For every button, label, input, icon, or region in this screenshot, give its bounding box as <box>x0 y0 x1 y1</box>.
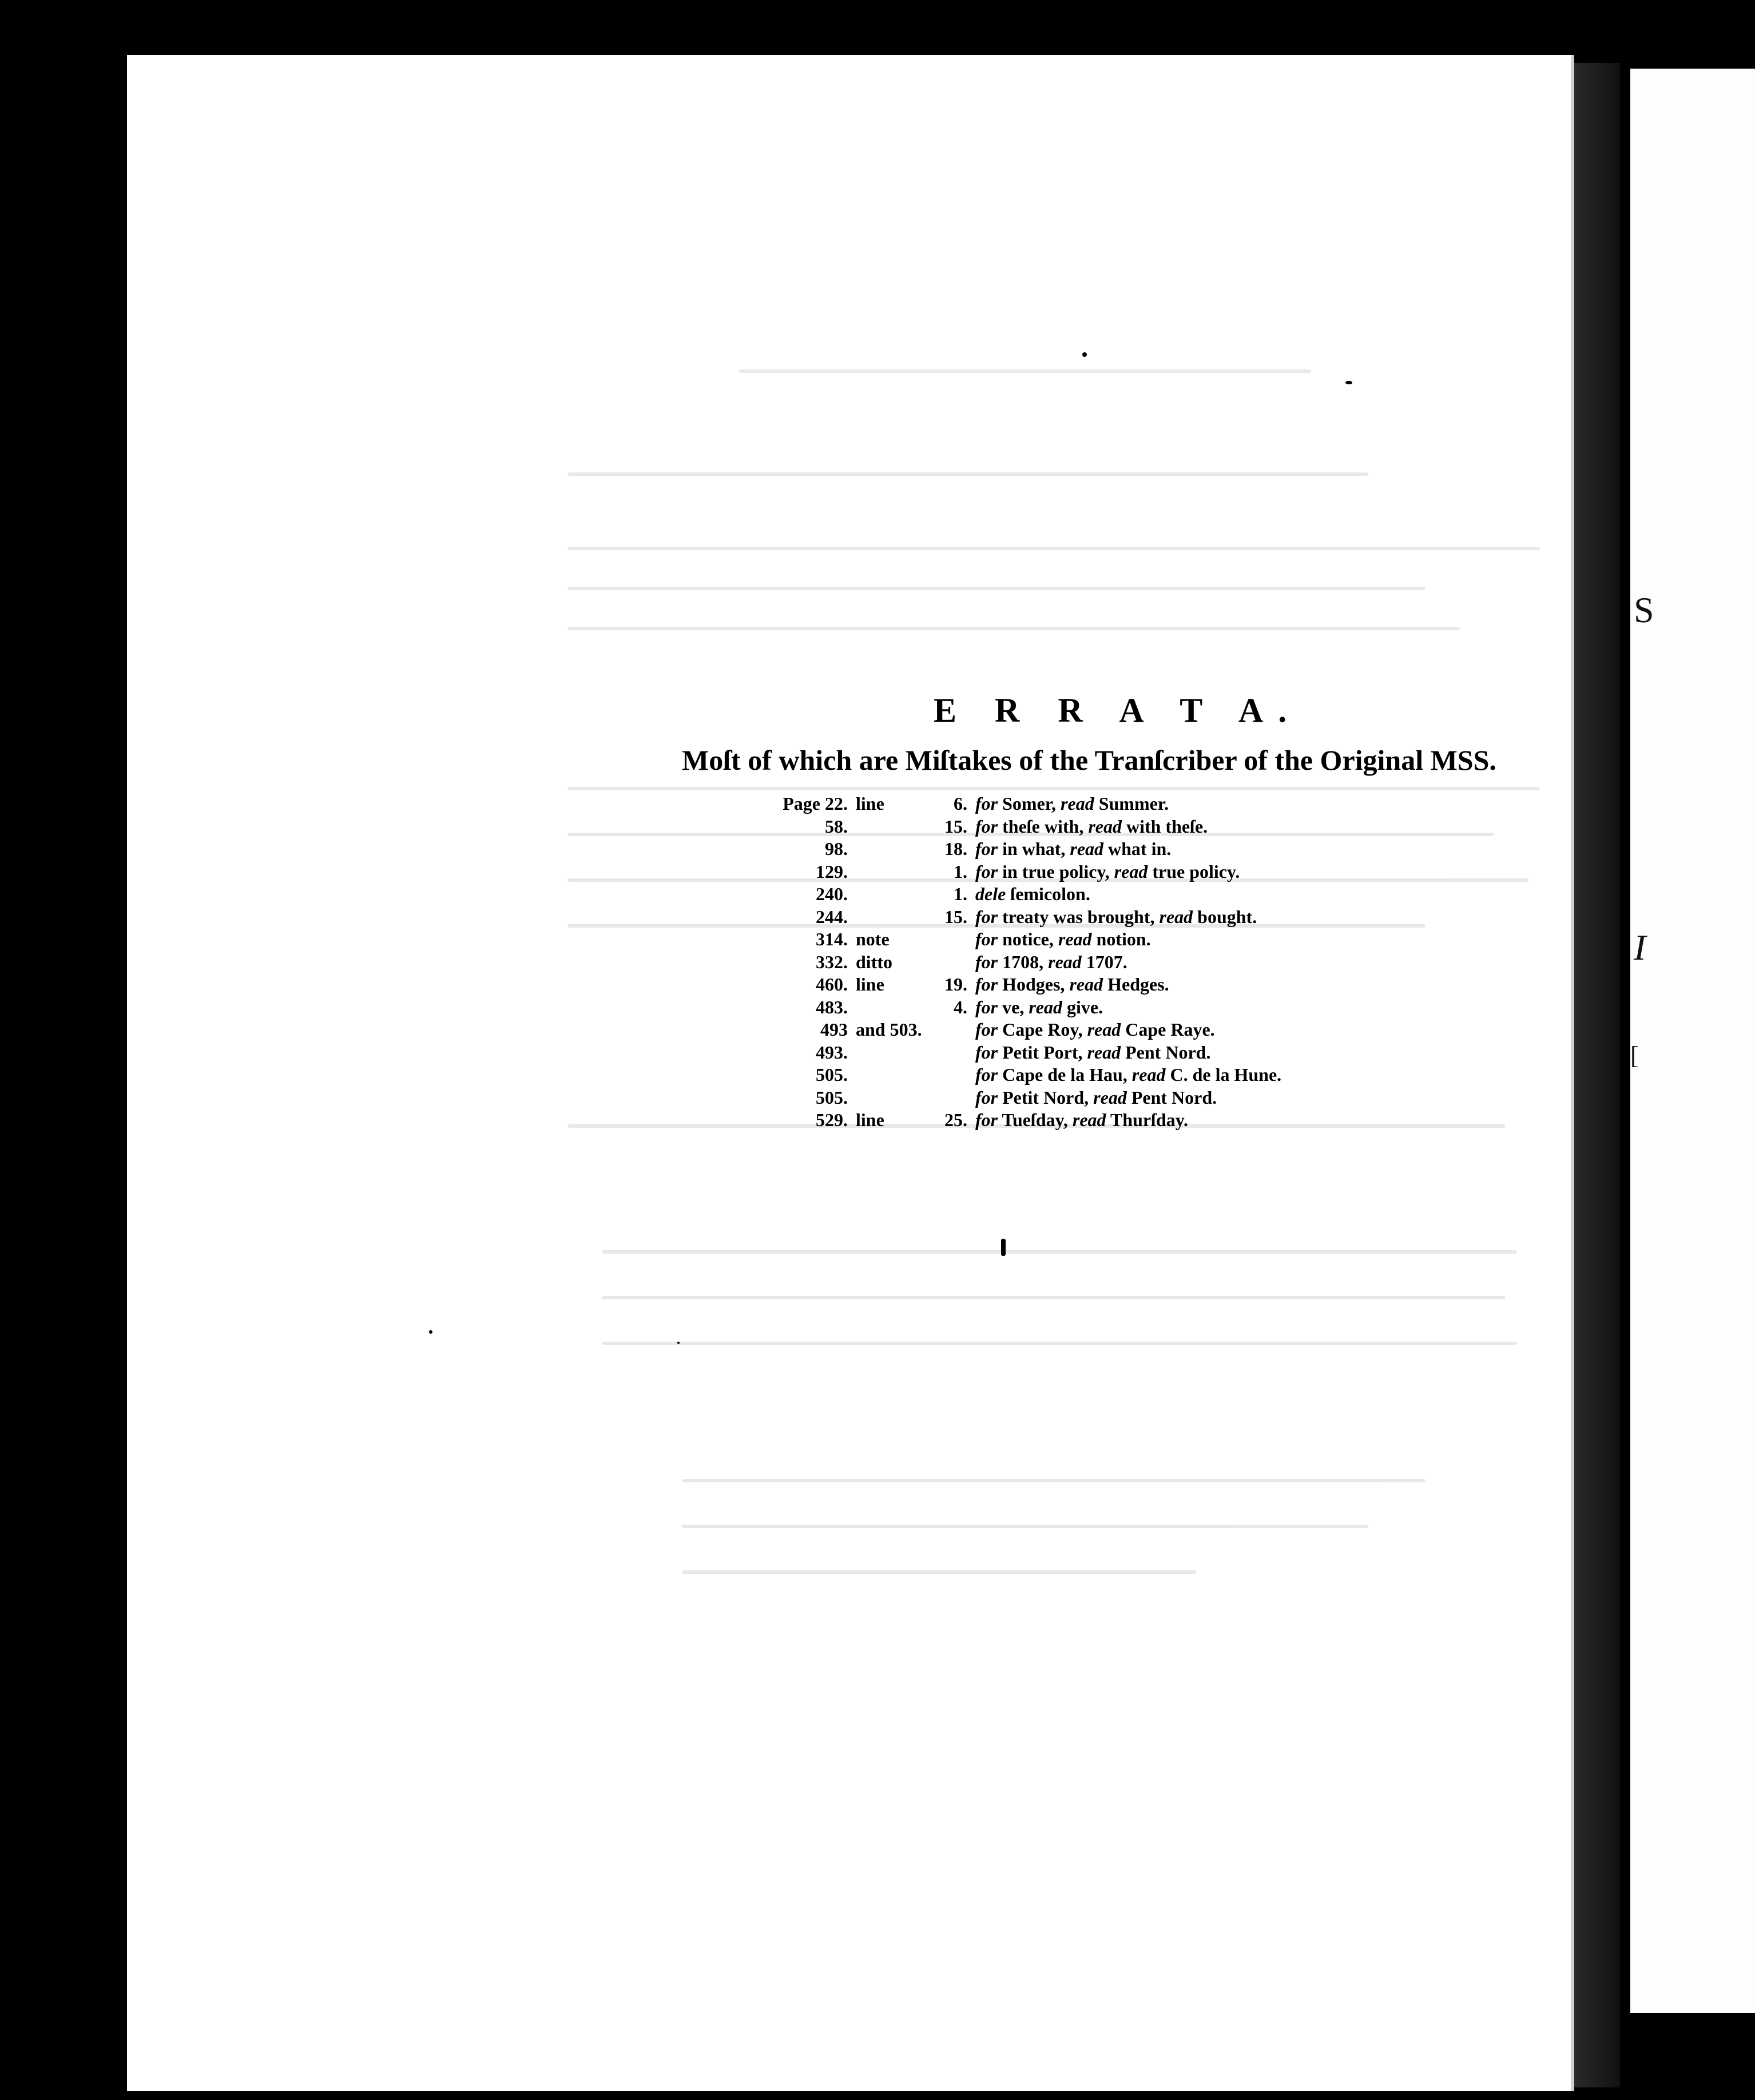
document-page <box>127 55 1574 2091</box>
correct-reading: bought. <box>1197 906 1257 927</box>
keyword-read: read <box>1114 861 1148 882</box>
errata-page: 98. <box>825 838 848 859</box>
wrong-reading: theſe with, <box>1002 816 1084 837</box>
errata-page: Page 22. <box>783 793 848 814</box>
keyword-read: read <box>1131 1064 1166 1085</box>
errata-line: 1. <box>954 884 967 904</box>
keyword-read: read <box>1093 1087 1127 1108</box>
keyword-for: for <box>975 1019 998 1040</box>
wrong-reading: 1708, <box>1002 951 1044 972</box>
errata-locator <box>856 1064 933 1087</box>
errata-line: 4. <box>954 996 967 1017</box>
errata-locator <box>856 996 933 1019</box>
keyword-read: read <box>1087 1019 1121 1040</box>
wrong-reading: ve, <box>1002 996 1025 1017</box>
wrong-reading: ſemicolon. <box>1010 884 1090 904</box>
keyword-for: for <box>975 1064 998 1085</box>
ink-speck <box>677 1342 680 1344</box>
errata-entry <box>756 838 1281 861</box>
errata-title: E R R A T A. <box>934 691 1302 729</box>
errata-line: 19. <box>944 974 967 995</box>
ink-speck <box>1345 381 1352 384</box>
errata-correction <box>975 1041 1281 1064</box>
keyword-read: read <box>1058 929 1092 949</box>
errata-correction <box>975 996 1281 1019</box>
keyword-for: for <box>975 1109 998 1130</box>
errata-locator <box>856 906 933 929</box>
correct-reading: with theſe. <box>1126 816 1208 837</box>
errata-page: 129. <box>816 861 848 882</box>
errata-line <box>933 1064 975 1087</box>
errata-page: 244. <box>816 906 848 927</box>
errata-locator: ditto <box>856 951 892 972</box>
errata-entry <box>756 1109 1281 1132</box>
keyword-for: for <box>975 929 998 949</box>
keyword-read: read <box>1029 996 1062 1017</box>
wrong-reading: treaty was brought, <box>1002 906 1155 927</box>
keyword-for: for <box>975 861 998 882</box>
errata-correction <box>975 883 1281 906</box>
errata-entry <box>756 996 1281 1019</box>
errata-page: 493 <box>820 1019 848 1040</box>
ink-speck <box>429 1330 432 1334</box>
errata-locator <box>856 1087 933 1109</box>
correct-reading: Summer. <box>1098 793 1169 814</box>
wrong-reading: in true policy, <box>1002 861 1110 882</box>
keyword-read: read <box>1072 1109 1106 1130</box>
facing-page-fragment: S <box>1634 590 1654 630</box>
errata-line <box>933 928 975 951</box>
errata-locator: line <box>856 974 884 995</box>
wrong-reading: Cape Roy, <box>1002 1019 1083 1040</box>
correct-reading: Pent Nord. <box>1131 1087 1217 1108</box>
keyword-for: dele <box>975 884 1006 904</box>
errata-correction <box>975 1064 1281 1087</box>
wrong-reading: in what, <box>1002 838 1066 859</box>
errata-entry <box>756 1087 1281 1109</box>
errata-page: 529. <box>816 1109 848 1130</box>
errata-entry <box>756 793 1281 816</box>
errata-entry <box>756 928 1281 951</box>
errata-page: 314. <box>816 929 848 949</box>
errata-page: 505. <box>816 1064 848 1085</box>
errata-entry <box>756 1064 1281 1087</box>
keyword-for: for <box>975 793 998 814</box>
ink-speck <box>1001 1239 1006 1256</box>
page-content <box>127 55 1574 2091</box>
errata-page: 240. <box>816 884 848 904</box>
facing-page-fragment: [ <box>1630 1041 1639 1069</box>
errata-locator: line <box>856 1109 884 1130</box>
errata-line <box>933 1087 975 1109</box>
errata-page: 483. <box>816 996 848 1017</box>
errata-line: 1. <box>954 861 967 882</box>
correct-reading: 1707. <box>1086 951 1127 972</box>
keyword-read: read <box>1087 1041 1121 1063</box>
errata-entry <box>756 951 1281 974</box>
correct-reading: C. de la Hune. <box>1170 1064 1282 1085</box>
errata-correction <box>975 861 1281 884</box>
errata-page: 505. <box>816 1087 848 1108</box>
correct-reading: Pent Nord. <box>1125 1041 1211 1063</box>
errata-locator <box>856 883 933 906</box>
errata-line: 15. <box>944 906 967 927</box>
keyword-for: for <box>975 838 998 859</box>
correct-reading: Thurſday. <box>1110 1109 1188 1130</box>
errata-correction <box>975 838 1281 861</box>
errata-entry <box>756 883 1281 906</box>
keyword-for: for <box>975 906 998 927</box>
correct-reading: notion. <box>1096 929 1151 949</box>
errata-locator: note <box>856 929 890 949</box>
errata-page: 58. <box>825 816 848 837</box>
errata-page: 493. <box>816 1041 848 1063</box>
correct-reading: Hedges. <box>1107 974 1169 995</box>
wrong-reading: notice, <box>1002 929 1054 949</box>
errata-entry <box>756 906 1281 929</box>
errata-subtitle: Moſt of which are Miſtakes of the Tranſcriber of the Original MSS. <box>682 744 1496 776</box>
keyword-for: for <box>975 974 998 995</box>
errata-entry <box>756 1019 1281 1041</box>
keyword-read: read <box>1159 906 1193 927</box>
errata-correction <box>975 816 1281 838</box>
keyword-read: read <box>1048 951 1082 972</box>
errata-locator <box>856 1041 933 1064</box>
errata-entry <box>756 973 1281 996</box>
errata-entry <box>756 1041 1281 1064</box>
keyword-read: read <box>1061 793 1094 814</box>
errata-correction <box>975 928 1281 951</box>
errata-correction <box>975 1019 1281 1041</box>
keyword-read: read <box>1088 816 1122 837</box>
errata-correction <box>975 973 1281 996</box>
errata-locator: line <box>856 793 884 814</box>
errata-locator: and 503. <box>856 1019 922 1040</box>
errata-correction <box>975 951 1281 974</box>
errata-locator <box>856 816 933 838</box>
errata-entry <box>756 816 1281 838</box>
errata-correction <box>975 1109 1281 1132</box>
errata-line: 18. <box>944 838 967 859</box>
correct-reading: give. <box>1066 996 1103 1017</box>
keyword-for: for <box>975 951 998 972</box>
errata-page: 332. <box>816 951 848 972</box>
errata-line: 6. <box>954 793 967 814</box>
errata-list <box>756 793 1281 1132</box>
errata-correction <box>975 1087 1281 1109</box>
keyword-read: read <box>1069 974 1103 995</box>
page-gutter-shadow <box>1574 63 1620 2087</box>
errata-correction <box>975 906 1281 929</box>
errata-line <box>933 1041 975 1064</box>
wrong-reading: Somer, <box>1002 793 1057 814</box>
correct-reading: Cape Raye. <box>1125 1019 1215 1040</box>
facing-page-edge <box>1630 69 1755 2013</box>
errata-line <box>933 951 975 974</box>
errata-locator <box>856 861 933 884</box>
wrong-reading: Petit Nord, <box>1002 1087 1089 1108</box>
keyword-for: for <box>975 1041 998 1063</box>
errata-line: 25. <box>944 1109 967 1130</box>
correct-reading: true policy. <box>1152 861 1240 882</box>
errata-line <box>933 1019 975 1041</box>
keyword-for: for <box>975 996 998 1017</box>
wrong-reading: Hodges, <box>1002 974 1065 995</box>
correct-reading: what in. <box>1108 838 1172 859</box>
ink-speck <box>1082 352 1087 357</box>
keyword-read: read <box>1070 838 1104 859</box>
wrong-reading: Tueſday, <box>1002 1109 1068 1130</box>
wrong-reading: Petit Port, <box>1002 1041 1083 1063</box>
keyword-for: for <box>975 1087 998 1108</box>
facing-page-fragment: I <box>1634 927 1646 968</box>
errata-entry <box>756 861 1281 884</box>
errata-page: 460. <box>816 974 848 995</box>
errata-locator <box>856 838 933 861</box>
errata-line: 15. <box>944 816 967 837</box>
wrong-reading: Cape de la Hau, <box>1002 1064 1127 1085</box>
errata-correction <box>975 793 1281 816</box>
keyword-for: for <box>975 816 998 837</box>
